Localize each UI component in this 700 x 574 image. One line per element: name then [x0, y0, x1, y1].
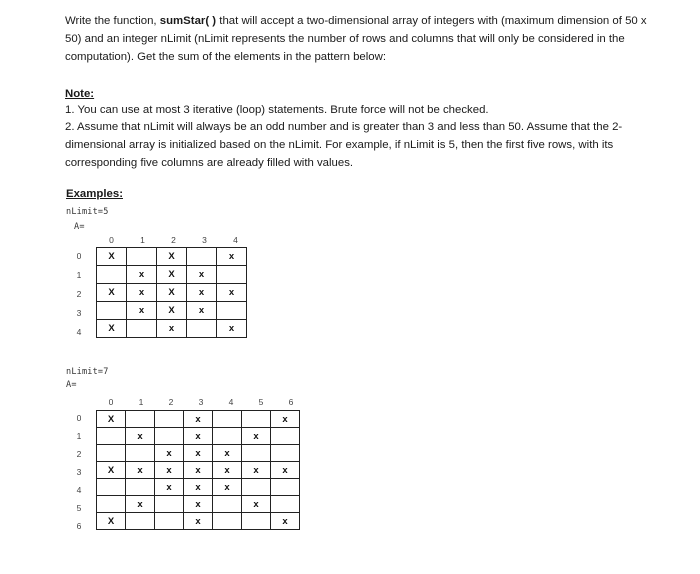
grid1-cell: X	[157, 248, 187, 266]
problem-text-after: that will accept a two-dimensional array of integers with (maximum dimension of 50 x 50) and an integer nLimit (nLimit represents the number of rows and columns that will only be considered in the computation). Get the sum of the elements in the pattern below:	[65, 15, 647, 63]
grid1-row	[97, 284, 247, 302]
grid2-cell	[271, 496, 300, 513]
grid1-cell: X	[97, 284, 127, 302]
grid2-row-header: 2	[76, 449, 82, 459]
grid2-cell: X	[97, 513, 126, 530]
grid1-cell: x	[217, 320, 247, 338]
grid2-cell: x	[184, 445, 213, 462]
note-item-2: 2. Assume that nLimit will always be an odd number and is greater than 3 and less than 50. Assume that the 2-dimensional array is initialized based on the nLimit. For example, if nLimit is 5, then the first five rows, with its corresponding five columns are already filled with values.	[65, 121, 623, 169]
grid1-col-header: 0	[109, 235, 114, 245]
grid2-row-header: 1	[76, 431, 82, 441]
grid2-cell	[213, 411, 242, 428]
grid2-cell: x	[155, 479, 184, 496]
grid2-cell	[242, 479, 271, 496]
grid2-cell	[271, 445, 300, 462]
grid2-cell: X	[97, 411, 126, 428]
note-item-1: 1. You can use at most 3 iterative (loop) statements. Brute force will not be checked.	[65, 104, 489, 116]
grid2-cell: x	[213, 462, 242, 479]
grid1-cell: X	[157, 284, 187, 302]
grid2-cell	[155, 496, 184, 513]
grid1-row	[97, 266, 247, 284]
grid2-limit-label: nLimit=7	[66, 367, 109, 377]
examples-heading: Examples:	[66, 188, 123, 200]
grid2-cell: x	[184, 428, 213, 445]
grid1-row-header: 1	[76, 269, 82, 280]
grid1-cell	[187, 320, 217, 338]
grid2-cell	[213, 428, 242, 445]
grid2-row	[97, 513, 300, 530]
grid2-cell: x	[155, 462, 184, 479]
grid1-row	[97, 302, 247, 320]
grid2-row-header: 4	[76, 485, 82, 495]
grid1-cell	[187, 248, 217, 266]
grid2-row-header: 5	[76, 503, 82, 513]
grid2-cell: x	[126, 496, 155, 513]
grid2-col-header: 0	[108, 397, 114, 407]
grid2-row-header: 0	[76, 413, 82, 423]
grid2-col-header: 3	[198, 397, 204, 407]
grid2-cell	[213, 513, 242, 530]
grid1-cell: x	[187, 284, 217, 302]
grid1-row	[97, 320, 247, 338]
grid2-row	[97, 428, 300, 445]
grid1-cell: x	[217, 248, 247, 266]
grid1-cell	[127, 320, 157, 338]
grid2-col-header: 5	[258, 397, 264, 407]
grid2-cell: x	[242, 462, 271, 479]
grid2-row	[97, 445, 300, 462]
grid1-cell	[217, 302, 247, 320]
grid1-cell: x	[127, 302, 157, 320]
grid1-cell	[127, 248, 157, 266]
grid2-row	[97, 496, 300, 513]
grid1-table	[96, 247, 247, 338]
function-name: sumStar( )	[159, 15, 217, 27]
grid2-cell	[213, 496, 242, 513]
grid2-cell: x	[126, 428, 155, 445]
grid1-cell: x	[157, 320, 187, 338]
grid2-cell	[242, 445, 271, 462]
grid2-row	[97, 479, 300, 496]
grid2-cell	[126, 411, 155, 428]
grid2-cell: X	[97, 462, 126, 479]
grid2-table	[96, 410, 300, 530]
grid2-cell	[126, 513, 155, 530]
grid1-cell: x	[187, 266, 217, 284]
grid2-cell: x	[184, 496, 213, 513]
grid2-cell: x	[213, 445, 242, 462]
grid2-cell: x	[184, 513, 213, 530]
grid2-cell: x	[271, 462, 300, 479]
grid2-cell: x	[184, 411, 213, 428]
grid2-cell: x	[242, 428, 271, 445]
grid2-col-header: 6	[288, 397, 294, 407]
grid1-cell	[217, 266, 247, 284]
grid2-row	[97, 411, 300, 428]
grid2-cell	[126, 479, 155, 496]
grid1-cell: X	[97, 248, 127, 266]
grid1-array-label: A=	[74, 222, 85, 232]
grid2-cell: x	[184, 479, 213, 496]
grid2-array-label: A=	[66, 380, 77, 390]
grid2-cell	[97, 428, 126, 445]
grid1-cell: X	[157, 302, 187, 320]
grid1-cell	[97, 302, 127, 320]
grid2-cell	[242, 411, 271, 428]
grid2-cell	[271, 428, 300, 445]
grid2-cell: x	[242, 496, 271, 513]
grid1-cell: X	[157, 266, 187, 284]
grid1-row-header: 3	[76, 307, 82, 318]
note-heading: Note:	[65, 88, 95, 100]
grid1-cell: x	[187, 302, 217, 320]
grid2-row-header: 6	[76, 521, 82, 531]
grid1-cell: x	[127, 266, 157, 284]
grid2-cell	[155, 411, 184, 428]
grid2-cell: x	[126, 462, 155, 479]
grid2-cell: x	[213, 479, 242, 496]
problem-text-before: Write the function,	[65, 15, 160, 27]
grid1-cell: X	[97, 320, 127, 338]
grid2-cell: x	[155, 445, 184, 462]
grid2-cell: x	[184, 462, 213, 479]
grid2-col-header: 2	[168, 397, 174, 407]
grid2-cell	[242, 513, 271, 530]
grid2-cell: x	[271, 411, 300, 428]
grid2-cell	[155, 513, 184, 530]
grid1-col-header: 1	[140, 235, 145, 245]
problem-statement	[65, 12, 655, 66]
grid2-cell	[271, 479, 300, 496]
grid2-col-header: 1	[138, 397, 144, 407]
grid2-row-header: 3	[76, 467, 82, 477]
grid1-row-header: 4	[76, 326, 82, 337]
grid2-cell	[155, 428, 184, 445]
grid2-row	[97, 462, 300, 479]
grid1-row	[97, 248, 247, 266]
grid2-col-header: 4	[228, 397, 234, 407]
grid2-cell	[97, 445, 126, 462]
grid2-cell	[97, 496, 126, 513]
grid1-col-header: 2	[171, 235, 176, 245]
grid1-row-header: 0	[76, 250, 82, 261]
grid2-cell: x	[271, 513, 300, 530]
grid1-col-header: 3	[202, 235, 207, 245]
grid1-cell: x	[127, 284, 157, 302]
grid1-col-header: 4	[233, 235, 238, 245]
grid1-limit-label: nLimit=5	[66, 207, 109, 217]
grid2-cell	[97, 479, 126, 496]
grid1-cell: x	[217, 284, 247, 302]
grid2-cell	[126, 445, 155, 462]
grid1-cell	[97, 266, 127, 284]
grid1-row-header: 2	[76, 288, 82, 299]
